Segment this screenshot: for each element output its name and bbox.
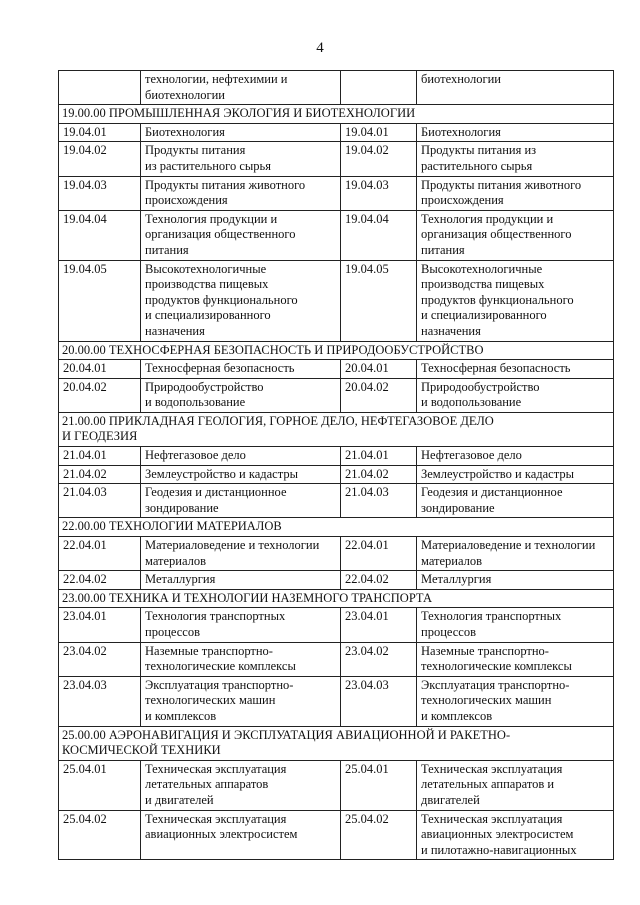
name-cell-left: Наземные транспортно- технологические комплексы	[141, 642, 341, 676]
name-cell-left: Техносферная безопасность	[141, 360, 341, 379]
name-cell-left: технологии, нефтехимии и биотехнологии	[141, 71, 341, 105]
section-row	[59, 518, 614, 537]
section-row	[59, 341, 614, 360]
section-row	[59, 412, 614, 446]
code-cell-right: 25.04.01	[341, 760, 417, 810]
section-title: 23.00.00 ТЕХНИКА И ТЕХНОЛОГИИ НАЗЕМНОГО ТРАНСПОРТА	[59, 589, 614, 608]
code-cell-left: 23.04.03	[59, 676, 141, 726]
code-cell-left: 22.04.01	[59, 537, 141, 571]
name-cell-left: Техническая эксплуатация авиационных электросистем	[141, 810, 341, 860]
table-body	[59, 71, 614, 860]
table-row	[59, 360, 614, 379]
name-cell-left: Продукты питания из растительного сырья	[141, 142, 341, 176]
name-cell-left: Металлургия	[141, 571, 341, 590]
code-cell-right: 23.04.01	[341, 608, 417, 642]
name-cell-right: Высокотехнологичные производства пищевых продуктов функционального и специализированного назначения	[417, 260, 614, 341]
table-row	[59, 210, 614, 260]
page-number: 4	[316, 40, 324, 56]
name-cell-left: Материаловедение и технологии материалов	[141, 537, 341, 571]
name-cell-right: Наземные транспортно- технологические комплексы	[417, 642, 614, 676]
code-cell-left: 25.04.01	[59, 760, 141, 810]
name-cell-left: Нефтегазовое дело	[141, 447, 341, 466]
code-cell-left: 20.04.02	[59, 378, 141, 412]
name-cell-right: Технология транспортных процессов	[417, 608, 614, 642]
table-row	[59, 142, 614, 176]
name-cell-right: Природообустройство и водопользование	[417, 378, 614, 412]
code-cell-right: 20.04.02	[341, 378, 417, 412]
code-cell-left: 23.04.02	[59, 642, 141, 676]
table-row	[59, 676, 614, 726]
code-cell-right: 21.04.03	[341, 484, 417, 518]
code-cell-left: 19.04.04	[59, 210, 141, 260]
name-cell-right: Техническая эксплуатация летательных аппаратов и двигателей	[417, 760, 614, 810]
name-cell-left: Техническая эксплуатация летательных аппаратов и двигателей	[141, 760, 341, 810]
code-cell-left: 21.04.03	[59, 484, 141, 518]
code-cell-left: 22.04.02	[59, 571, 141, 590]
name-cell-right: Металлургия	[417, 571, 614, 590]
code-cell-left	[59, 71, 141, 105]
code-cell-right: 20.04.01	[341, 360, 417, 379]
name-cell-right: Землеустройство и кадастры	[417, 465, 614, 484]
code-cell-right: 23.04.02	[341, 642, 417, 676]
name-cell-right: Продукты питания животного происхождения	[417, 176, 614, 210]
code-cell-right: 21.04.01	[341, 447, 417, 466]
code-cell-right: 22.04.02	[341, 571, 417, 590]
name-cell-right: Технология продукции и организация общественного питания	[417, 210, 614, 260]
programs-table	[58, 70, 614, 860]
section-title: 22.00.00 ТЕХНОЛОГИИ МАТЕРИАЛОВ	[59, 518, 614, 537]
code-cell-right: 19.04.01	[341, 123, 417, 142]
code-cell-left: 21.04.02	[59, 465, 141, 484]
table-row	[59, 608, 614, 642]
table-row	[59, 71, 614, 105]
code-cell-left: 19.04.01	[59, 123, 141, 142]
name-cell-right: биотехнологии	[417, 71, 614, 105]
name-cell-left: Продукты питания животного происхождения	[141, 176, 341, 210]
name-cell-right: Продукты питания из растительного сырья	[417, 142, 614, 176]
table-row	[59, 123, 614, 142]
section-row	[59, 589, 614, 608]
name-cell-right: Техносферная безопасность	[417, 360, 614, 379]
code-cell-right: 23.04.03	[341, 676, 417, 726]
code-cell-right: 19.04.02	[341, 142, 417, 176]
name-cell-right: Геодезия и дистанционное зондирование	[417, 484, 614, 518]
name-cell-right: Нефтегазовое дело	[417, 447, 614, 466]
name-cell-right: Материаловедение и технологии материалов	[417, 537, 614, 571]
table-row	[59, 571, 614, 590]
code-cell-left: 21.04.01	[59, 447, 141, 466]
code-cell-right	[341, 71, 417, 105]
name-cell-right: Техническая эксплуатация авиационных электросистем и пилотажно-навигационных	[417, 810, 614, 860]
name-cell-left: Технология транспортных процессов	[141, 608, 341, 642]
table-row	[59, 378, 614, 412]
name-cell-left: Технология продукции и организация общественного питания	[141, 210, 341, 260]
name-cell-right: Эксплуатация транспортно- технологических машин и комплексов	[417, 676, 614, 726]
name-cell-left: Землеустройство и кадастры	[141, 465, 341, 484]
name-cell-right: Биотехнология	[417, 123, 614, 142]
code-cell-right: 25.04.02	[341, 810, 417, 860]
table-row	[59, 642, 614, 676]
table-row	[59, 537, 614, 571]
table-row	[59, 176, 614, 210]
code-cell-left: 23.04.01	[59, 608, 141, 642]
code-cell-left: 19.04.05	[59, 260, 141, 341]
section-title: 25.00.00 АЭРОНАВИГАЦИЯ И ЭКСПЛУАТАЦИЯ АВИАЦИОННОЙ И РАКЕТНО- КОСМИЧЕСКОЙ ТЕХНИКИ	[59, 726, 614, 760]
table-row	[59, 760, 614, 810]
code-cell-right: 19.04.05	[341, 260, 417, 341]
section-title: 21.00.00 ПРИКЛАДНАЯ ГЕОЛОГИЯ, ГОРНОЕ ДЕЛО, НЕФТЕГАЗОВОЕ ДЕЛО И ГЕОДЕЗИЯ	[59, 412, 614, 446]
code-cell-right: 22.04.01	[341, 537, 417, 571]
name-cell-left: Природообустройство и водопользование	[141, 378, 341, 412]
code-cell-left: 25.04.02	[59, 810, 141, 860]
code-cell-right: 19.04.04	[341, 210, 417, 260]
section-row	[59, 105, 614, 124]
table-row	[59, 447, 614, 466]
code-cell-left: 20.04.01	[59, 360, 141, 379]
name-cell-left: Биотехнология	[141, 123, 341, 142]
code-cell-right: 21.04.02	[341, 465, 417, 484]
section-title: 20.00.00 ТЕХНОСФЕРНАЯ БЕЗОПАСНОСТЬ И ПРИРОДООБУСТРОЙСТВО	[59, 341, 614, 360]
name-cell-left: Геодезия и дистанционное зондирование	[141, 484, 341, 518]
code-cell-right: 19.04.03	[341, 176, 417, 210]
name-cell-left: Эксплуатация транспортно- технологических машин и комплексов	[141, 676, 341, 726]
table-row	[59, 260, 614, 341]
table-row	[59, 810, 614, 860]
name-cell-left: Высокотехнологичные производства пищевых продуктов функционального и специализированного назначения	[141, 260, 341, 341]
code-cell-left: 19.04.03	[59, 176, 141, 210]
section-row	[59, 726, 614, 760]
table-row	[59, 465, 614, 484]
table-row	[59, 484, 614, 518]
section-title: 19.00.00 ПРОМЫШЛЕННАЯ ЭКОЛОГИЯ И БИОТЕХНОЛОГИИ	[59, 105, 614, 124]
code-cell-left: 19.04.02	[59, 142, 141, 176]
